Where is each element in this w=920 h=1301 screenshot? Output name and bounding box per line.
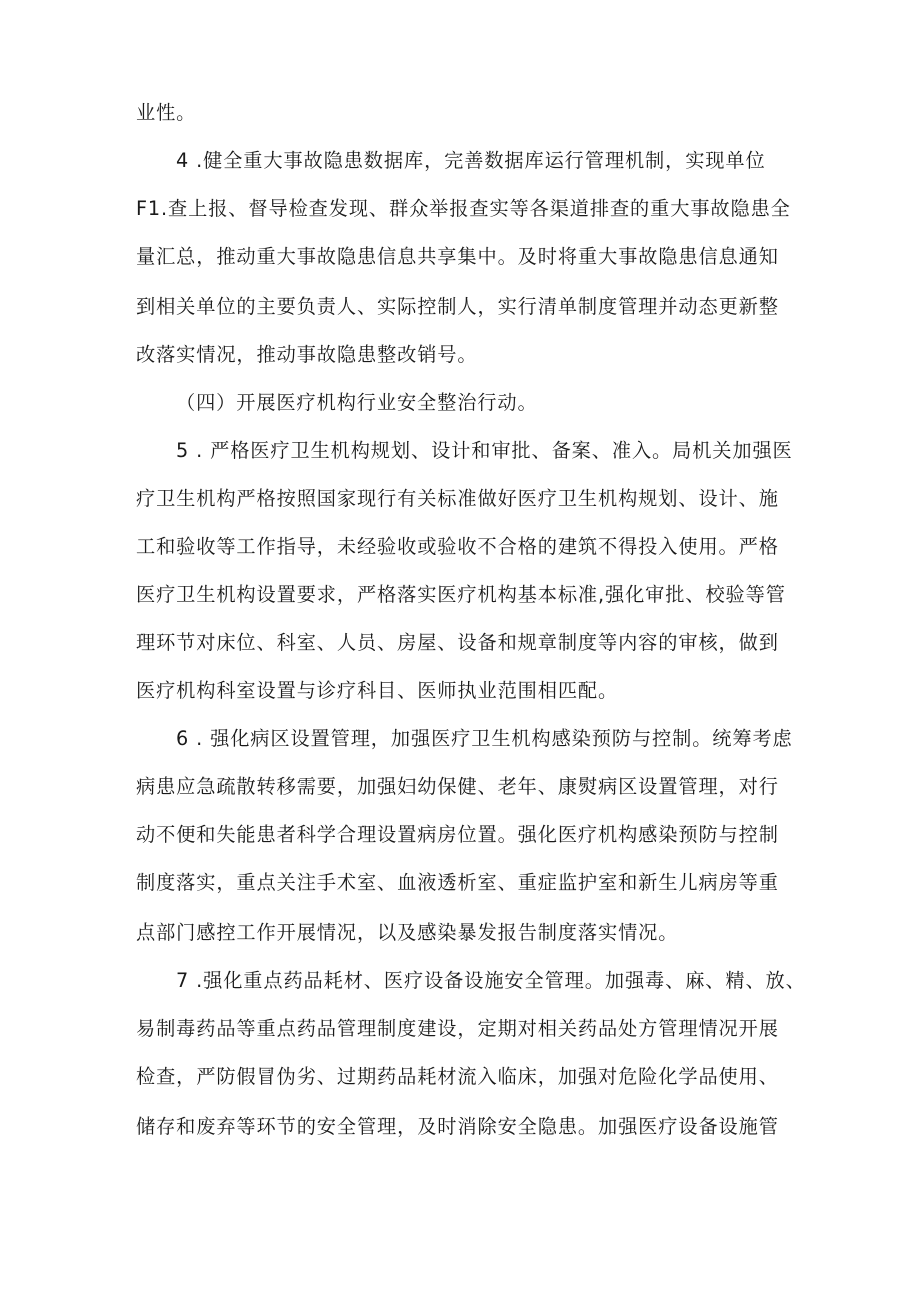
text-line: 储存和废弃等环节的安全管理，及时消除安全隐患。加强医疗设备设施管	[136, 1115, 779, 1138]
paragraph-4-heading: 4 .健全重大事故隐患数据库，完善数据库运行管理机制，实现单位	[176, 149, 766, 172]
text-line: 工和验收等工作指导，未经验收或验收不合格的建筑不得投入使用。严格	[136, 535, 779, 558]
text-line: 改落实情况，推动事故隐患整改销号。	[136, 343, 478, 366]
text-line: 病患应急疏散转移需要，加强妇幼保健、老年、康熨病区设置管理，对行	[136, 775, 779, 798]
text-line: 理环节对床位、科室、人员、房屋、设备和规章制度等内容的审核，做到	[136, 631, 779, 654]
text-line: 到相关单位的主要负责人、实际控制人，实行清单制度管理并动态更新整	[136, 295, 779, 318]
paragraph-6-heading: 6 . 强化病区设置管理，加强医疗卫生机构感染预防与控制。统筹考虑	[176, 727, 793, 750]
text-line: 量汇总，推动重大事故隐患信息共享集中。及时将重大事故隐患信息通知	[136, 245, 779, 268]
text-line: 医疗机构科室设置与诊疗科目、医师执业范围相匹配。	[136, 679, 619, 702]
paragraph-7-heading: 7 .强化重点药品耗材、医疗设备设施安全管理。加强毒、麻、精、放、	[176, 969, 806, 992]
text-line: 医疗卫生机构设置要求，严格落实医疗机构基本标准,强化审批、校验等管	[136, 583, 786, 606]
text-line: 业性。	[136, 101, 197, 124]
text-line: 制度落实，重点关注手术室、血液透析室、重症监护室和新生儿病房等重	[136, 871, 779, 894]
section-heading: （四）开展医疗机构行业安全整治行动。	[176, 391, 538, 414]
text-line: 点部门感控工作开展情况，以及感染暴发报告制度落实情况。	[136, 921, 679, 944]
text-line: 检查，严防假冒伪劣、过期药品耗材流入临床，加强对危险化学品使用、	[136, 1065, 779, 1088]
text-line: 动不便和失能患者科学合理设置病房位置。强化医疗机构感染预防与控制	[136, 823, 779, 846]
text-line: 疗卫生机构严格按照国家现行有关标准做好医疗卫生机构规划、设计、施	[136, 487, 779, 510]
paragraph-5-heading: 5 . 严格医疗卫生机构规划、设计和审批、备案、准入。局机关加强医	[176, 439, 793, 462]
text-line: F1.查上报、督导检查发现、群众举报查实等各渠道排查的重大事故隐患全	[136, 197, 791, 220]
text-line: 易制毒药品等重点药品管理制度建设，定期对相关药品处方管理情况开展	[136, 1017, 779, 1040]
